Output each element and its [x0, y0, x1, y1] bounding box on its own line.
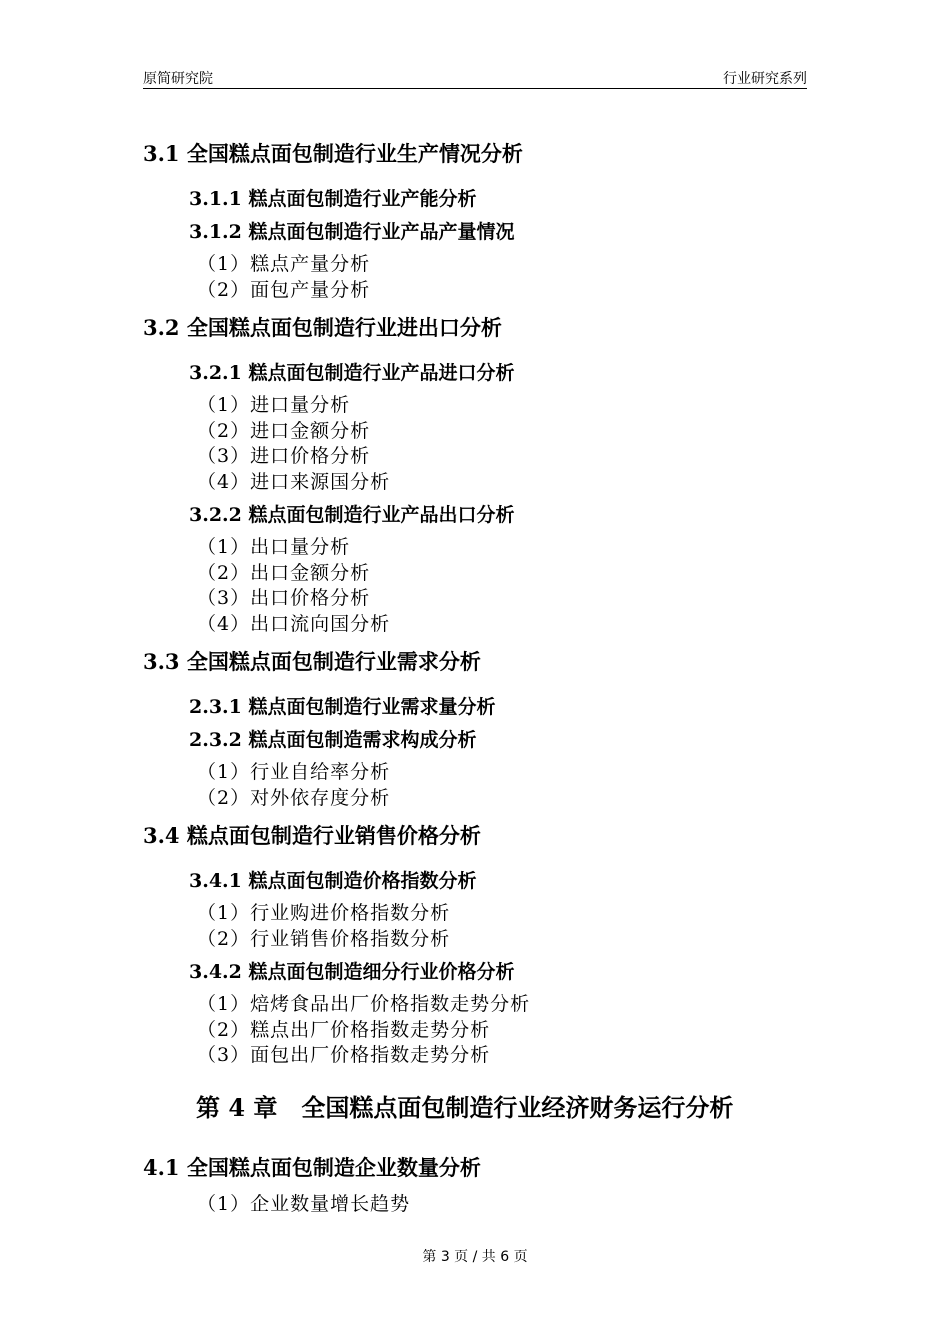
toc-item: （2）出口金额分析 [197, 562, 371, 584]
page-footer: 第 3 页 / 共 6 页 [422, 1249, 528, 1265]
toc-subsection-3-2-2: 3.2.2 糕点面包制造行业产品出口分析 [189, 504, 515, 526]
toc-section-3-3: 3.3 全国糕点面包制造行业需求分析 [143, 649, 481, 674]
toc-subsection-3-2-1: 3.2.1 糕点面包制造行业产品进口分析 [189, 362, 515, 384]
toc-subsection-3-4-2: 3.4.2 糕点面包制造细分行业价格分析 [189, 961, 515, 983]
toc-subsection-3-1-2: 3.1.2 糕点面包制造行业产品产量情况 [189, 221, 515, 243]
toc-subsection-2-3-2: 2.3.2 糕点面包制造需求构成分析 [189, 729, 477, 751]
toc-item: （3）进口价格分析 [197, 445, 371, 467]
toc-item: （3）面包出厂价格指数走势分析 [197, 1044, 491, 1066]
page-header [143, 66, 807, 89]
toc-item: （1）行业购进价格指数分析 [197, 902, 451, 924]
toc-subsection-3-1-1: 3.1.1 糕点面包制造行业产能分析 [189, 188, 477, 210]
toc-item: （1）进口量分析 [197, 394, 351, 416]
toc-item: （2）面包产量分析 [197, 279, 371, 301]
toc-section-4-1: 4.1 全国糕点面包制造企业数量分析 [143, 1155, 481, 1180]
toc-item: （2）进口金额分析 [197, 420, 371, 442]
toc-item: （1）行业自给率分析 [197, 761, 391, 783]
toc-item: （1）出口量分析 [197, 536, 351, 558]
toc-item: （1）企业数量增长趋势 [197, 1193, 411, 1215]
header-series: 行业研究系列 [723, 71, 807, 87]
toc-item: （4）进口来源国分析 [197, 471, 391, 493]
toc-item: （2）行业销售价格指数分析 [197, 928, 451, 950]
toc-chapter-4: 第 4 章 全国糕点面包制造行业经济财务运行分析 [196, 1093, 734, 1122]
toc-subsection-2-3-1: 2.3.1 糕点面包制造行业需求量分析 [189, 696, 496, 718]
toc-section-3-4: 3.4 糕点面包制造行业销售价格分析 [143, 823, 481, 848]
header-org: 原简研究院 [143, 71, 213, 87]
toc-subsection-3-4-1: 3.4.1 糕点面包制造价格指数分析 [189, 870, 477, 892]
toc-item: （3）出口价格分析 [197, 587, 371, 609]
toc-item: （2）糕点出厂价格指数走势分析 [197, 1019, 491, 1041]
toc-item: （1）糕点产量分析 [197, 253, 371, 275]
toc-section-3-1: 3.1 全国糕点面包制造行业生产情况分析 [143, 141, 523, 166]
toc-item: （4）出口流向国分析 [197, 613, 391, 635]
toc-item: （1）焙烤食品出厂价格指数走势分析 [197, 993, 531, 1015]
toc-item: （2）对外依存度分析 [197, 787, 391, 809]
toc-section-3-2: 3.2 全国糕点面包制造行业进出口分析 [143, 315, 502, 340]
